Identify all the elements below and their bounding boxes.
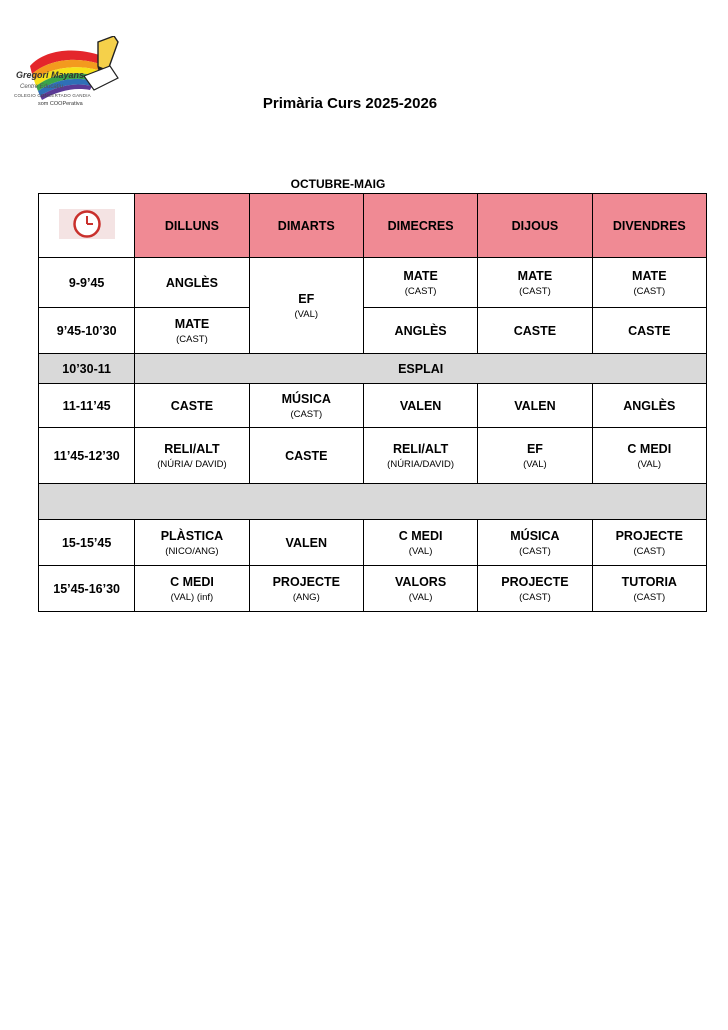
subject: VALEN [399,398,442,413]
lesson-cell [478,308,592,354]
subject: MATE [632,268,667,283]
subject: EF [526,441,543,456]
lesson-cell [592,308,706,354]
lesson-cell [135,258,249,308]
subject: MATE [517,268,553,283]
subject-note: (CAST) [633,285,666,297]
period-label: OCTUBRE-MAIG [290,177,386,191]
subject: MÚSICA [281,391,331,406]
subject-note: (VAL) [637,458,662,470]
time-cell: 9’45-10’30 [39,308,135,354]
lesson-cell [135,566,249,612]
subject-note: (CAST) [519,591,551,603]
logo-line4: som COOPerativa [38,101,83,107]
subject: RELI/ALT [392,441,449,456]
time-cell: 11-11’45 [39,384,135,428]
corner-cell [39,194,135,258]
subject: MATE [403,268,438,283]
subject-note: (NÚRIA/ DAVID) [157,458,227,470]
subject: ANGLÈS [165,275,218,290]
lesson-cell [249,428,363,484]
lunch-break-row [39,484,707,520]
logo-line2: Gregori Mayans [16,70,85,80]
header-row [39,194,707,258]
subject: VALORS [395,574,447,589]
subject: MATE [174,316,210,331]
lesson-cell [249,520,363,566]
lesson-cell [592,258,706,308]
lesson-cell [363,308,477,354]
lesson-cell [363,258,477,308]
subject-note: (VAL) [294,308,319,320]
subject: PROJECTE [501,574,569,589]
lesson-cell [592,520,706,566]
subject: VALEN [285,535,327,550]
subject: EF [298,291,315,306]
lesson-cell [592,428,706,484]
subject: RELI/ALT [164,441,220,456]
subject-note: (CAST) [633,591,666,603]
subject-note: (VAL) [523,458,547,470]
subject-note: (CAST) [290,408,323,420]
subject-note: (VAL) [408,545,433,557]
subject-note: (CAST) [519,285,551,297]
lesson-cell [249,258,363,354]
subject: C MEDI [627,441,672,456]
time-cell: 15’45-16’30 [39,566,135,612]
table-row [39,566,707,612]
lesson-cell [135,384,249,428]
lesson-cell [249,566,363,612]
table-row [39,384,707,428]
subject-note: (NICO/ANG) [165,545,219,557]
time-cell: 10’30-11 [39,354,135,384]
subject-note: (CAST) [176,333,208,345]
day-header-monday: DILLUNS [135,194,249,258]
subject-note: (VAL) [408,591,433,603]
subject-note: (NÚRIA/DAVID) [387,458,455,470]
lesson-cell [478,428,592,484]
subject: CASTE [628,323,671,338]
subject: CASTE [513,323,557,338]
empty-break-cell [39,484,707,520]
lesson-cell [249,384,363,428]
subject: C MEDI [170,574,214,589]
lesson-cell [478,258,592,308]
subject: TUTORIA [621,574,677,589]
subject-note: (CAST) [633,545,666,557]
day-header-wednesday: DIMECRES [363,194,477,258]
lesson-cell [363,566,477,612]
schedule-table [38,193,707,612]
lesson-cell [478,566,592,612]
lesson-cell [135,428,249,484]
break-label: ESPLAI [135,354,707,384]
subject: C MEDI [398,528,443,543]
subject: PROJECTE [272,574,340,589]
table-row [39,308,707,354]
time-cell: 15-15’45 [39,520,135,566]
day-header-thursday: DIJOUS [478,194,592,258]
logo-line1: Centre Educatiu [20,84,64,90]
clock-icon [59,209,115,239]
time-cell: 9-9’45 [39,258,135,308]
lesson-cell [592,384,706,428]
time-cell: 11’45-12’30 [39,428,135,484]
lesson-cell [478,384,592,428]
subject: CASTE [170,398,214,413]
day-header-friday: DIVENDRES [592,194,706,258]
subject: ANGLÈS [623,398,676,413]
lesson-cell [363,520,477,566]
subject: MÚSICA [510,528,560,543]
table-row [39,520,707,566]
logo-line3: COLEGIO CONCERTADO GANDIA [14,93,91,98]
subject: PLÀSTICA [160,528,224,543]
subject: VALEN [514,398,556,413]
lesson-cell [363,384,477,428]
subject-note: (ANG) [292,591,320,603]
page-title: Primària Curs 2025-2026 [262,95,438,112]
subject: ANGLÈS [394,323,447,338]
subject: CASTE [285,448,328,463]
subject-note: (VAL) (inf) [170,591,214,603]
subject: PROJECTE [615,528,683,543]
lesson-cell [592,566,706,612]
lesson-cell [363,428,477,484]
table-row [39,428,707,484]
day-header-tuesday: DIMARTS [249,194,363,258]
lesson-cell [135,308,249,354]
lesson-cell [478,520,592,566]
lesson-cell [135,520,249,566]
subject-note: (CAST) [404,285,437,297]
subject-note: (CAST) [519,545,551,557]
table-row [39,258,707,308]
break-row [39,354,707,384]
